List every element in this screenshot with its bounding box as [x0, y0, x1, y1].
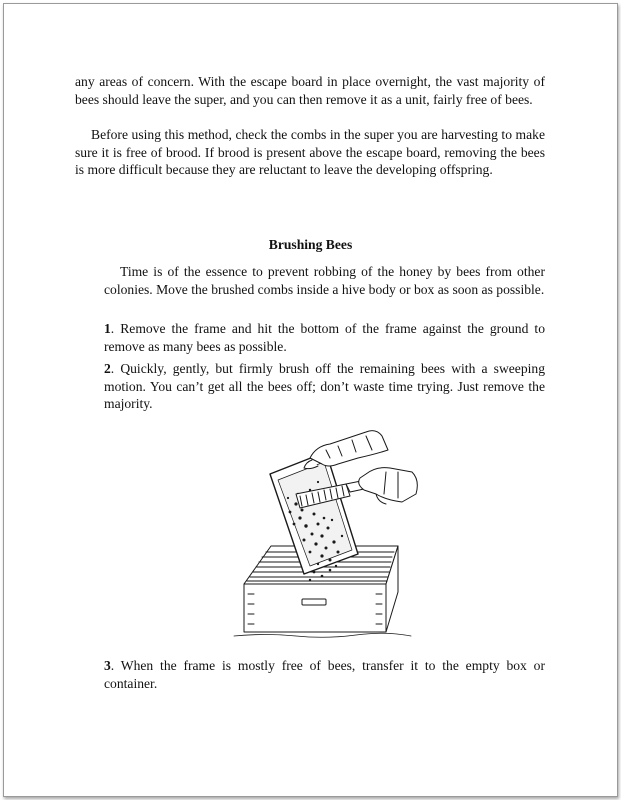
lower-arm-glove: [359, 468, 418, 504]
step-2-number: 2: [104, 361, 111, 376]
step-1: [104, 320, 545, 355]
section-heading: Brushing Bees: [268, 237, 353, 252]
paragraph-continued: any areas of concern. With the escape board in place overnight, the vast majority of bees should leave the super, and you can then remove it as a unit, fairly free of bees.: [75, 74, 545, 107]
step-2: [104, 360, 545, 413]
step-1-text: . Remove the frame and hit the bottom of the frame against the ground to remove as many bees as possible.: [104, 321, 545, 354]
step-2-text: . Quickly, gently, but firmly brush off the remaining bees with a sweeping motion. You can’t get all the bees off; don’t waste time trying. Just remove the majority.: [104, 361, 545, 411]
step-1-number: 1: [104, 321, 111, 336]
bee-brushing-illustration-icon: [226, 424, 421, 644]
section-intro: Time is of the essence to prevent robbing of the honey by bees from other colonies. Move the brushed combs inside a hive body or box as soon as possible.: [104, 264, 545, 297]
step-3-number: 3: [104, 658, 111, 673]
step-3-text: . When the frame is mostly free of bees, transfer it to the empty box or container.: [104, 658, 545, 691]
step-3: [104, 657, 545, 692]
paragraph-brood-check: Before using this method, check the combs in the super you are harvesting to make sure it is free of brood. If brood is present above the escape board, removing the bees is more difficult because they are reluctant to leave the developing offspring.: [75, 127, 545, 177]
